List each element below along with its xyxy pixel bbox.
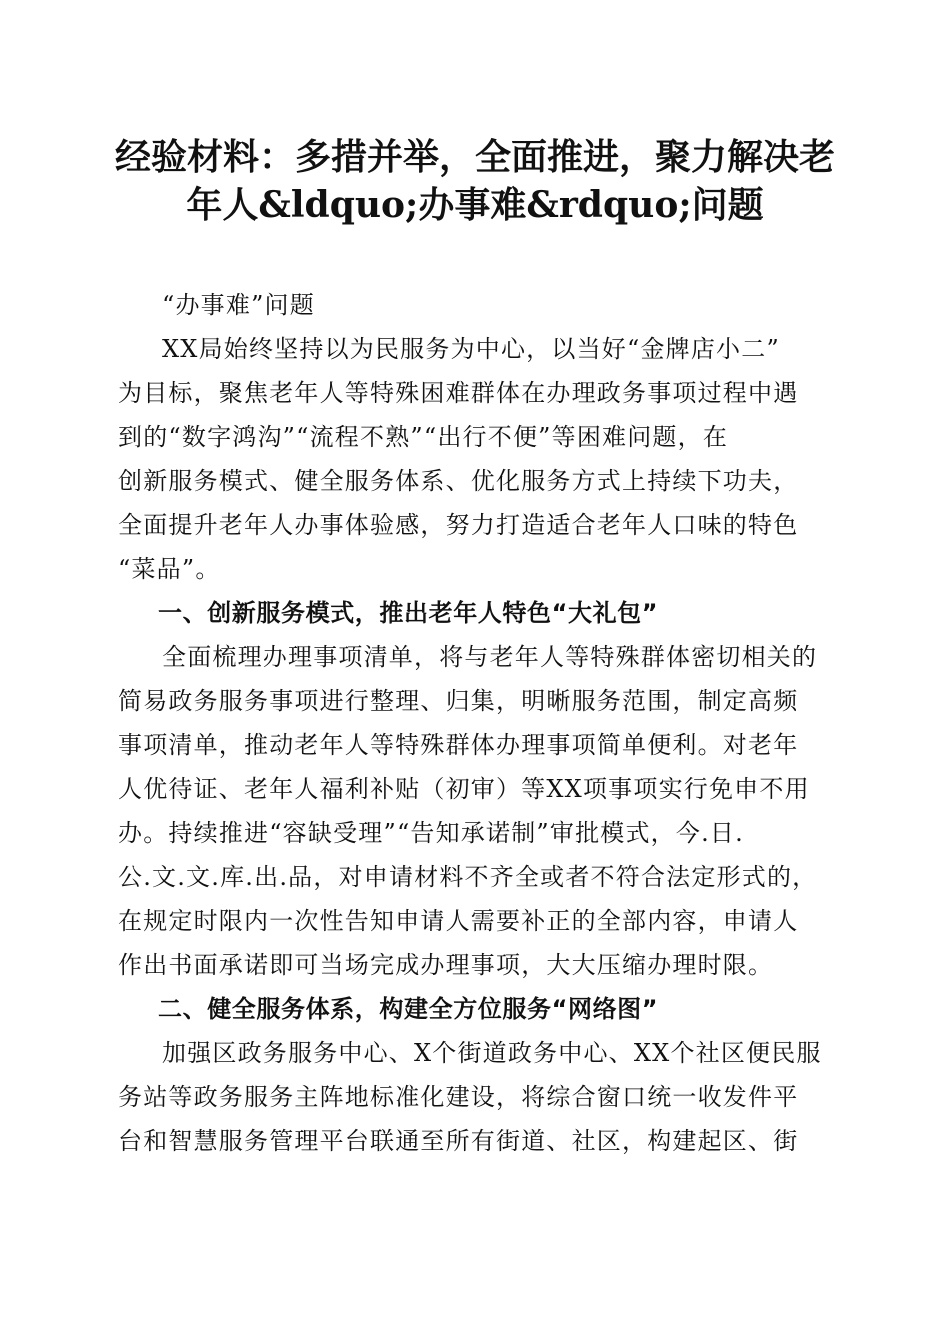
section-1-line: 事项清单，推动老年人等特殊群体办理事项简单便利。对老年 (118, 731, 799, 759)
section-1-line: 人优待证、老年人福利补贴（初审）等XX项事项实行免申不用 (118, 775, 810, 803)
section-1-line: 公.文.文.库.出.品，对申请材料不齐全或者不符合法定形式的， (118, 863, 818, 891)
intro-line: “菜品”。 (118, 555, 221, 583)
section-2-heading: 二、健全服务体系，构建全方位服务“网络图” (158, 995, 659, 1023)
section-1-line: 作出书面承诺即可当场完成办理事项，大大压缩办理时限。 (118, 951, 774, 979)
section-2-line: 加强区政务服务中心、X个街道政务中心、XX个社区便民服 (162, 1039, 822, 1067)
document-title (100, 133, 850, 229)
section-1-heading: 一、创新服务模式，推出老年人特色“大礼包” (158, 599, 659, 627)
intro-line: XX局始终坚持以为民服务为中心，以当好“金牌店小二” (162, 335, 780, 363)
document-body (118, 283, 838, 1163)
section-1-line: 简易政务服务事项进行整理、归集，明晰服务范围，制定高频 (118, 687, 799, 715)
section-1-line: 办。持续推进“容缺受理”“告知承诺制”审批模式，今.日. (118, 819, 744, 847)
section-2-line: 台和智慧服务管理平台联通至所有街道、社区，构建起区、街 (118, 1127, 799, 1155)
intro-line: 创新服务模式、健全服务体系、优化服务方式上持续下功夫， (118, 467, 799, 495)
section-2-line: 务站等政务服务主阵地标准化建设，将综合窗口统一收发件平 (118, 1083, 799, 1111)
section-1-line: 在规定时限内一次性告知申请人需要补正的全部内容，申请人 (118, 907, 799, 935)
section-1-line: 全面梳理办理事项清单，将与老年人等特殊群体密切相关的 (162, 643, 818, 671)
title-line-2: 年人&ldquo;办事难&rdquo;问题 (186, 184, 764, 226)
title-line-1: 经验材料：多措并举，全面推进，聚力解决老 (114, 136, 835, 178)
intro-line: 到的“数字鸿沟”“流程不熟”“出行不便”等困难问题，在 (118, 423, 729, 451)
subtitle-line: “办事难”问题 (162, 291, 315, 319)
intro-line: 全面提升老年人办事体验感，努力打造适合老年人口味的特色 (118, 511, 799, 539)
intro-line: 为目标，聚焦老年人等特殊困难群体在办理政务事项过程中遇 (118, 379, 799, 407)
